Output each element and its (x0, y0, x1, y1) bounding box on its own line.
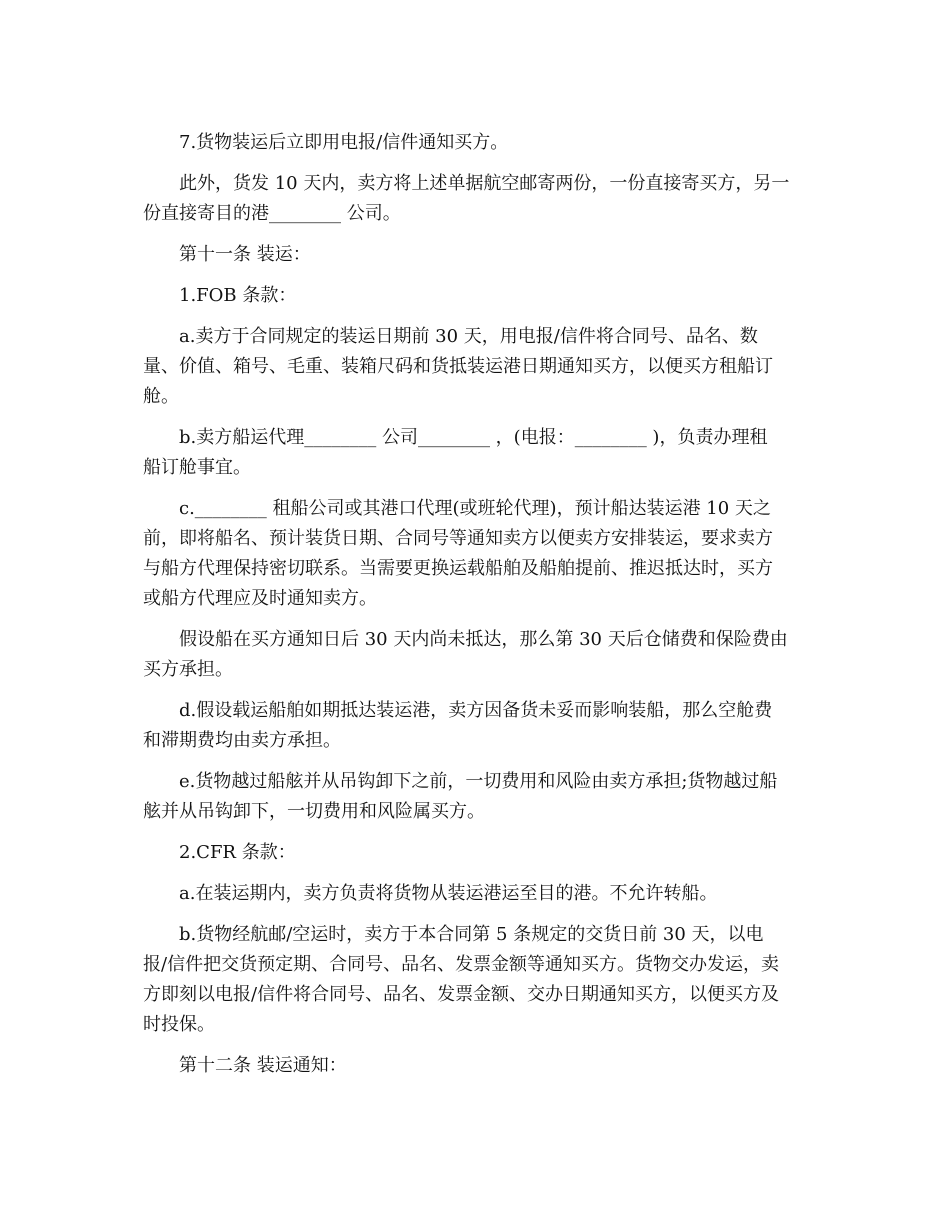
paragraph-line: 2.CFR 条款： (179, 842, 296, 863)
paragraph-line: 量、价值、箱号、毛重、装箱尺码和货抵装运港日期通知买方，以便买方租船订 (143, 356, 773, 377)
paragraph-line: 1.FOB 条款： (179, 285, 297, 306)
paragraph-line: 或船方代理应及时通知卖方。 (143, 588, 377, 609)
paragraph (143, 625, 811, 685)
paragraph-line: 舱。 (143, 386, 179, 407)
paragraph (143, 281, 811, 311)
paragraph (143, 920, 811, 1040)
paragraph-line: 买方承担。 (143, 659, 233, 680)
paragraph-line: 时投保。 (143, 1014, 215, 1035)
document-page (143, 128, 811, 1092)
paragraph (143, 494, 811, 614)
paragraph-line: 报/信件把交货预定期、合同号、品名、发票金额等通知买方。货物交办发运，卖 (143, 954, 780, 975)
paragraph-line: 方即刻以电报/信件将合同号、品名、发票金额、交办日期通知买方，以便买方及 (143, 984, 780, 1005)
paragraph-line: a.卖方于合同规定的装运日期前 30 天，用电报/信件将合同号、品名、数 (179, 326, 758, 347)
paragraph-line: 与船方代理保持密切联系。当需要更换运载船舶及船舶提前、推迟抵达时，买方 (143, 558, 773, 579)
paragraph-line: 份直接寄目的港________ 公司。 (143, 203, 401, 224)
paragraph-line: 7.货物装运后立即用电报/信件通知买方。 (179, 132, 509, 153)
paragraph (143, 322, 811, 412)
paragraph (143, 838, 811, 868)
paragraph-line: a.在装运期内，卖方负责将货物从装运港运至目的港。不允许转船。 (179, 883, 718, 904)
paragraph (143, 696, 811, 756)
paragraph-line: e.货物越过船舷并从吊钩卸下之前，一切费用和风险由卖方承担;货物越过船 (179, 771, 778, 792)
paragraph-line: 第十二条 装运通知： (179, 1055, 347, 1076)
paragraph-line: 和滞期费均由卖方承担。 (143, 730, 341, 751)
paragraph-line: b.卖方船运代理________ 公司________ ，(电报：________ )，负责办理租 (179, 427, 768, 448)
paragraph-line: d.假设载运船舶如期抵达装运港，卖方因备货未妥而影响装船，那么空舱费 (179, 700, 773, 721)
paragraph-line: 第十一条 装运： (179, 244, 311, 265)
paragraph-line: 前，即将船名、预计装货日期、合同号等通知卖方以便卖方安排装运，要求卖方 (143, 528, 773, 549)
paragraph-line: 舷并从吊钩卸下，一切费用和风险属买方。 (143, 801, 485, 822)
paragraph-line: 假设船在买方通知日后 30 天内尚未抵达，那么第 30 天后仓储费和保险费由 (179, 629, 788, 650)
paragraph-line: 船订舱事宜。 (143, 457, 251, 478)
paragraph (143, 767, 811, 827)
paragraph-line: c.________ 租船公司或其港口代理(或班轮代理)，预计船达装运港 10 天之 (179, 498, 771, 519)
paragraph (143, 240, 811, 270)
paragraph (143, 1051, 811, 1081)
paragraph (143, 169, 811, 229)
paragraph (143, 879, 811, 909)
paragraph-line: b.货物经航邮/空运时，卖方于本合同第 5 条规定的交货日前 30 天，以电 (179, 924, 764, 945)
paragraph-line: 此外，货发 10 天内，卖方将上述单据航空邮寄两份，一份直接寄买方，另一 (179, 173, 790, 194)
paragraph (143, 423, 811, 483)
paragraph (143, 128, 811, 158)
